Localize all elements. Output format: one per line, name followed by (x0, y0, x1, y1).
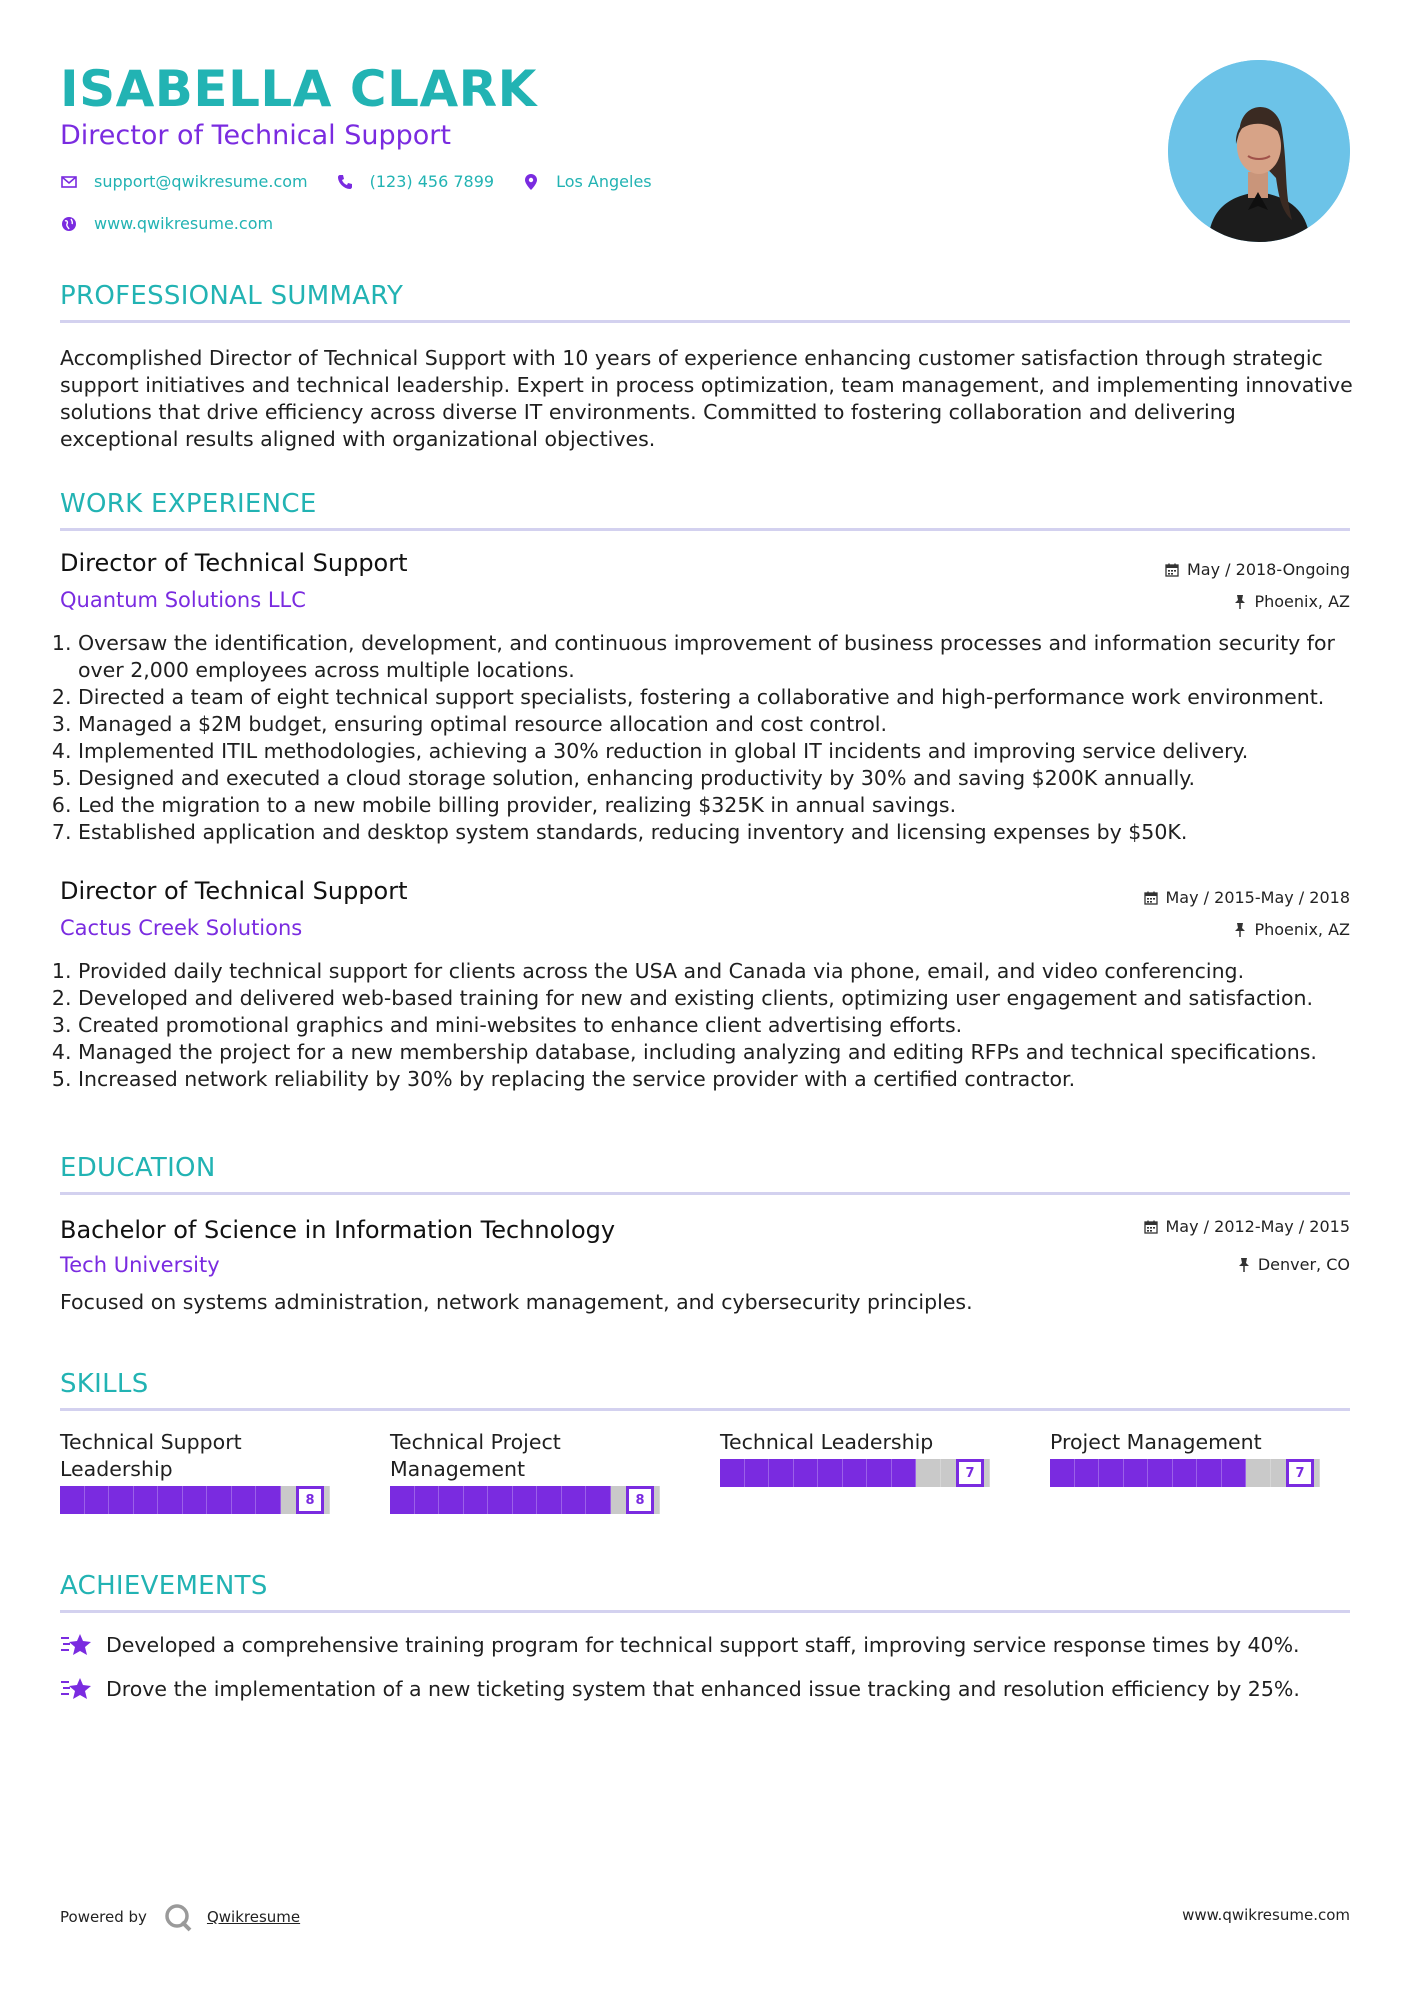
job-location (1234, 592, 1350, 611)
skill-segment (1197, 1459, 1222, 1487)
calendar-icon (1144, 1220, 1158, 1234)
section-divider (60, 1192, 1350, 1195)
list-item: 2. Directed a team of eight technical support specialists, fostering a collaborative and high-performance work environment. (78, 684, 1378, 711)
skill-score: 8 (626, 1486, 654, 1514)
location-text: Los Angeles (556, 172, 652, 191)
skill-item (720, 1429, 1020, 1488)
job-dates-text: May / 2015-May / 2018 (1165, 888, 1350, 907)
profile-photo (1168, 60, 1350, 242)
list-item: 3. Created promotional graphics and mini-websites to enhance client advertising efforts. (78, 1012, 1378, 1039)
job-bullets (56, 630, 1378, 846)
job-title: Director of Technical Support (60, 877, 408, 905)
section-divider (60, 320, 1350, 323)
list-item: 5. Designed and executed a cloud storage solution, enhancing productivity by 30% and saving $200K annually. (78, 765, 1378, 792)
skill-segment (818, 1459, 843, 1487)
skill-label: Technical Project Management (390, 1430, 561, 1481)
pushpin-icon (1234, 922, 1246, 937)
skill-rating-bar (60, 1485, 360, 1515)
list-item: 7. Established application and desktop system standards, reducing inventory and licensing expenses by $50K. (78, 819, 1378, 846)
candidate-name: ISABELLA CLARK (60, 60, 537, 118)
globe-icon (60, 215, 78, 233)
achievement-text: Drove the implementation of a new ticketing system that enhanced issue tracking and resolution efficiency by 25%. (106, 1677, 1300, 1701)
job-dates (1165, 560, 1350, 579)
shooting-star-icon (60, 1632, 92, 1658)
section-divider (60, 1610, 1350, 1613)
skill-segment (720, 1459, 745, 1487)
skill-segment (1124, 1459, 1149, 1487)
skills-heading: SKILLS (60, 1369, 149, 1399)
list-item: 6. Led the migration to a new mobile billing provider, realizing $325K in annual savings. (78, 792, 1378, 819)
skill-rating-bar (390, 1485, 690, 1515)
skill-segment (1075, 1459, 1100, 1487)
school-name: Tech University (60, 1253, 220, 1277)
skill-segment (488, 1486, 513, 1514)
skill-segment (415, 1486, 440, 1514)
qwikresume-logo-icon (163, 1902, 193, 1932)
skill-label: Technical Leadership (720, 1430, 934, 1454)
calendar-icon (1144, 891, 1158, 905)
job-dates-text: May / 2018-Ongoing (1187, 560, 1350, 579)
summary-text: Accomplished Director of Technical Support with 10 years of experience enhancing customer satisfaction through strategic support initiatives and technical leadership. Expert in process optimization, team management, and implementing innovative solutions that drive efficiency across diverse IT environments. Committed to fostering collaboration and delivering exceptional results aligned with organizational objectives. (60, 346, 1353, 451)
skill-segment (85, 1486, 110, 1514)
skill-segment (1246, 1459, 1271, 1487)
skill-segment (867, 1459, 892, 1487)
degree-title: Bachelor of Science in Information Technology (60, 1216, 616, 1244)
skill-segment (892, 1459, 917, 1487)
skill-segment (1222, 1459, 1247, 1487)
skill-label: Technical Support Leadership (60, 1430, 242, 1481)
skill-segment (390, 1486, 415, 1514)
education-location-text: Denver, CO (1257, 1255, 1350, 1274)
job-location-text: Phoenix, AZ (1254, 592, 1350, 611)
skill-score: 8 (296, 1486, 324, 1514)
skill-segment (586, 1486, 611, 1514)
skill-segments (60, 1486, 330, 1514)
list-item: 4. Implemented ITIL methodologies, achieving a 30% reduction in global IT incidents and improving service delivery. (78, 738, 1378, 765)
map-pin-icon (522, 173, 540, 191)
footer-powered-by (60, 1902, 300, 1932)
job-location (1234, 920, 1350, 939)
skill-rating-bar (720, 1458, 1020, 1488)
phone-icon (336, 173, 354, 191)
skill-segment (158, 1486, 183, 1514)
skill-segments (720, 1459, 990, 1487)
achievement-item (60, 1676, 1300, 1702)
calendar-icon (1165, 563, 1179, 577)
achievements-heading: ACHIEVEMENTS (60, 1571, 268, 1601)
skill-segments (390, 1486, 660, 1514)
skill-segment (109, 1486, 134, 1514)
skill-segment (794, 1459, 819, 1487)
envelope-icon (60, 173, 78, 191)
website-link[interactable]: www.qwikresume.com (94, 214, 274, 233)
skill-label: Project Management (1050, 1430, 1262, 1454)
skill-segment (745, 1459, 770, 1487)
skill-segments (1050, 1459, 1320, 1487)
skill-item (1050, 1429, 1350, 1488)
education-dates (1144, 1217, 1351, 1236)
company-name: Quantum Solutions LLC (60, 588, 306, 612)
skill-segment (183, 1486, 208, 1514)
job-location-text: Phoenix, AZ (1254, 920, 1350, 939)
achievement-item (60, 1632, 1300, 1658)
list-item: 1. Oversaw the identification, development, and continuous improvement of business processes and information security for over 2,000 employees across multiple locations. (78, 630, 1378, 684)
skill-segment (464, 1486, 489, 1514)
phone-number[interactable]: (123) 456 7899 (369, 172, 495, 191)
education-heading: EDUCATION (60, 1153, 216, 1183)
skill-score: 7 (1286, 1459, 1314, 1487)
skill-segment (439, 1486, 464, 1514)
section-divider (60, 528, 1350, 531)
list-item: 5. Increased network reliability by 30% by replacing the service provider with a certified contractor. (78, 1066, 1378, 1093)
skill-item (390, 1429, 690, 1515)
pushpin-icon (1238, 1257, 1250, 1272)
skill-segment (1173, 1459, 1198, 1487)
powered-by-label: Powered by (60, 1908, 147, 1926)
job-bullets (56, 958, 1378, 1093)
candidate-title: Director of Technical Support (60, 120, 451, 151)
list-item: 4. Managed the project for a new membership database, including analyzing and editing RFPs and technical specifications. (78, 1039, 1378, 1066)
skill-rating-bar (1050, 1458, 1350, 1488)
section-divider (60, 1408, 1350, 1411)
education-description: Focused on systems administration, network management, and cybersecurity principles. (60, 1290, 973, 1314)
footer-website[interactable]: www.qwikresume.com (1182, 1906, 1350, 1924)
skill-segment (513, 1486, 538, 1514)
skill-segment (207, 1486, 232, 1514)
skill-segment (232, 1486, 257, 1514)
achievement-text: Developed a comprehensive training program for technical support staff, improving service response times by 40%. (106, 1633, 1300, 1657)
skill-segment (1148, 1459, 1173, 1487)
job-dates (1144, 888, 1351, 907)
skill-segment (537, 1486, 562, 1514)
skill-segment (916, 1459, 941, 1487)
summary-heading: PROFESSIONAL SUMMARY (60, 281, 404, 311)
pushpin-icon (1234, 594, 1246, 609)
list-item: 3. Managed a $2M budget, ensuring optimal resource allocation and cost control. (78, 711, 1378, 738)
skill-segment (562, 1486, 587, 1514)
skill-segment (769, 1459, 794, 1487)
skill-segment (60, 1486, 85, 1514)
contact-row-primary (60, 172, 680, 191)
company-name: Cactus Creek Solutions (60, 916, 303, 940)
shooting-star-icon (60, 1676, 92, 1702)
list-item: 1. Provided daily technical support for clients across the USA and Canada via phone, email, and video conferencing. (78, 958, 1378, 985)
list-item: 2. Developed and delivered web-based training for new and existing clients, optimizing user engagement and satisfaction. (78, 985, 1378, 1012)
skill-item (60, 1429, 360, 1515)
education-dates-text: May / 2012-May / 2015 (1165, 1217, 1350, 1236)
skill-segment (134, 1486, 159, 1514)
education-location (1238, 1255, 1350, 1274)
contact-row-web (60, 214, 301, 233)
skill-score: 7 (956, 1459, 984, 1487)
qwikresume-link[interactable]: Qwikresume (206, 1908, 301, 1926)
skill-segment (256, 1486, 281, 1514)
job-title: Director of Technical Support (60, 549, 408, 577)
skill-segment (843, 1459, 868, 1487)
skill-segment (1099, 1459, 1124, 1487)
email-link[interactable]: support@qwikresume.com (94, 172, 308, 191)
skill-segment (1050, 1459, 1075, 1487)
experience-heading: WORK EXPERIENCE (60, 489, 317, 519)
